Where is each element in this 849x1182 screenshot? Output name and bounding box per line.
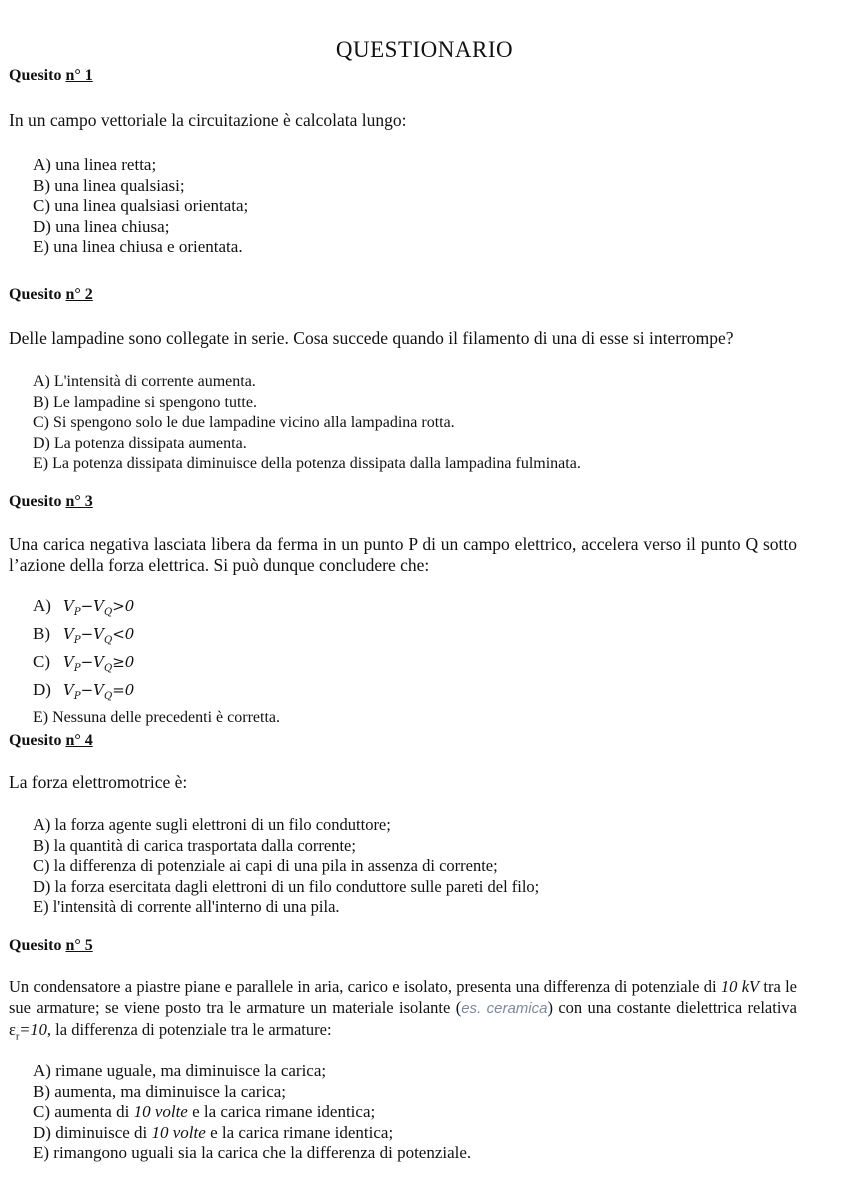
- option-c: [33, 651, 813, 679]
- text-part: dielettrica relativa: [676, 998, 797, 1017]
- option-c: C) la differenza di potenziale ai capi di una pila in assenza di corrente;: [33, 856, 498, 875]
- question-1-heading: [9, 67, 93, 85]
- text-part: 10 kV: [720, 977, 760, 996]
- question-4-text: La forza elettromotrice è:: [9, 772, 188, 792]
- text-part: es. ceramica: [461, 1000, 548, 1017]
- question-4-heading: [9, 732, 93, 750]
- text-part: Un condensatore a piastre piane e parallele in aria, carico e isolato, presenta una differenza di potenziale di: [9, 977, 717, 996]
- math-expression: $V_P-V_Q\ge 0$: [63, 653, 135, 674]
- option-a: A) la forza agente sugli elettroni di un filo conduttore;: [33, 815, 391, 834]
- question-number: n° 3: [65, 493, 93, 510]
- question-label: Quesito: [9, 493, 62, 510]
- option-d: D) La potenza dissipata aumenta.: [33, 434, 247, 452]
- option-d: D) una linea chiusa;: [33, 216, 170, 236]
- option-a: [33, 595, 813, 623]
- option-a: A) L'intensità di corrente aumenta.: [33, 373, 256, 390]
- question-number: n° 1: [65, 67, 93, 84]
- text-part: ) con una costante: [547, 998, 671, 1017]
- epsilon-subscript: r: [15, 1031, 20, 1043]
- option-e: E) una linea chiusa e orientata.: [33, 237, 243, 256]
- question-number: n° 4: [65, 732, 93, 749]
- question-5-text: [9, 976, 797, 1047]
- option-d: D) diminuisce di 10 volte e la carica rimane identica;: [33, 1122, 394, 1142]
- page-title: QUESTIONARIO: [335, 37, 514, 62]
- option-e: E) La potenza dissipata diminuisce della potenza dissipata dalla lampadina fulminata.: [33, 455, 581, 472]
- option-letter: A): [33, 596, 51, 615]
- question-2-text: Delle lampadine sono collegate in serie. Cosa succede quando il filamento di una di esse si interrompe?: [9, 328, 734, 348]
- option-e: E) Nessuna delle precedenti è corretta.: [33, 709, 280, 726]
- option-c: C) aumenta di 10 volte e la carica rimane identica;: [33, 1102, 376, 1121]
- question-4-options: [33, 815, 813, 918]
- text-part: =10: [19, 1020, 47, 1039]
- question-label: Quesito: [9, 67, 62, 84]
- option-b: B) Le lampadine si spengono tutte.: [33, 393, 257, 411]
- epsilon-symbol: ε: [9, 1020, 16, 1039]
- math-expression: $V_P-V_Q<0$: [63, 625, 135, 646]
- question-3-text: Una carica negativa lasciata libera da ferma in un punto P di un campo elettrico, accelera verso il punto Q sotto l’azione della forza elettrica. Si può dunque concludere che:: [9, 534, 797, 575]
- option-letter: B): [33, 624, 50, 643]
- option-letter: D): [33, 680, 51, 699]
- question-5-options: [33, 1061, 813, 1164]
- option-letter: C): [33, 652, 50, 671]
- option-b: [33, 623, 813, 651]
- question-1-options: [33, 155, 813, 258]
- option-d: [33, 679, 813, 707]
- question-number: n° 2: [65, 286, 93, 303]
- question-label: Quesito: [9, 937, 62, 954]
- option-a: A) una linea retta;: [33, 155, 157, 174]
- question-5-heading: [9, 937, 93, 955]
- option-e: E) l'intensità di corrente all'interno di una pila.: [33, 897, 340, 916]
- text-part: , la differenza di potenziale tra le armature:: [46, 1020, 332, 1039]
- math-expression: $V_P-V_Q=0$: [63, 681, 135, 702]
- question-number: n° 5: [65, 937, 93, 954]
- question-1-text: In un campo vettoriale la circuitazione è calcolata lungo:: [9, 110, 407, 130]
- option-b: B) una linea qualsiasi;: [33, 175, 185, 195]
- option-d: D) la forza esercitata dagli elettroni di un filo conduttore sulle pareti del filo;: [33, 876, 540, 896]
- question-label: Quesito: [9, 286, 62, 303]
- option-c: C) Si spengono solo le due lampadine vicino alla lampadina rotta.: [33, 414, 455, 431]
- option-c: C) una linea qualsiasi orientata;: [33, 196, 249, 215]
- question-3-heading: [9, 493, 93, 511]
- option-b: B) aumenta, ma diminuisce la carica;: [33, 1081, 287, 1101]
- question-3-options: [33, 595, 813, 728]
- option-e: E) rimangono uguali sia la carica che la differenza di potenziale.: [33, 1143, 472, 1162]
- question-label: Quesito: [9, 732, 62, 749]
- question-2-options: [33, 372, 813, 475]
- question-2-heading: [9, 286, 93, 304]
- option-a: A) rimane uguale, ma diminuisce la carica;: [33, 1061, 327, 1080]
- option-b: B) la quantità di carica trasportata dalla corrente;: [33, 835, 356, 855]
- math-expression: $V_P-V_Q>0$: [63, 597, 135, 618]
- text-part: tra le sue armature; se viene posto tra le armature un materiale isolante (: [9, 977, 798, 1017]
